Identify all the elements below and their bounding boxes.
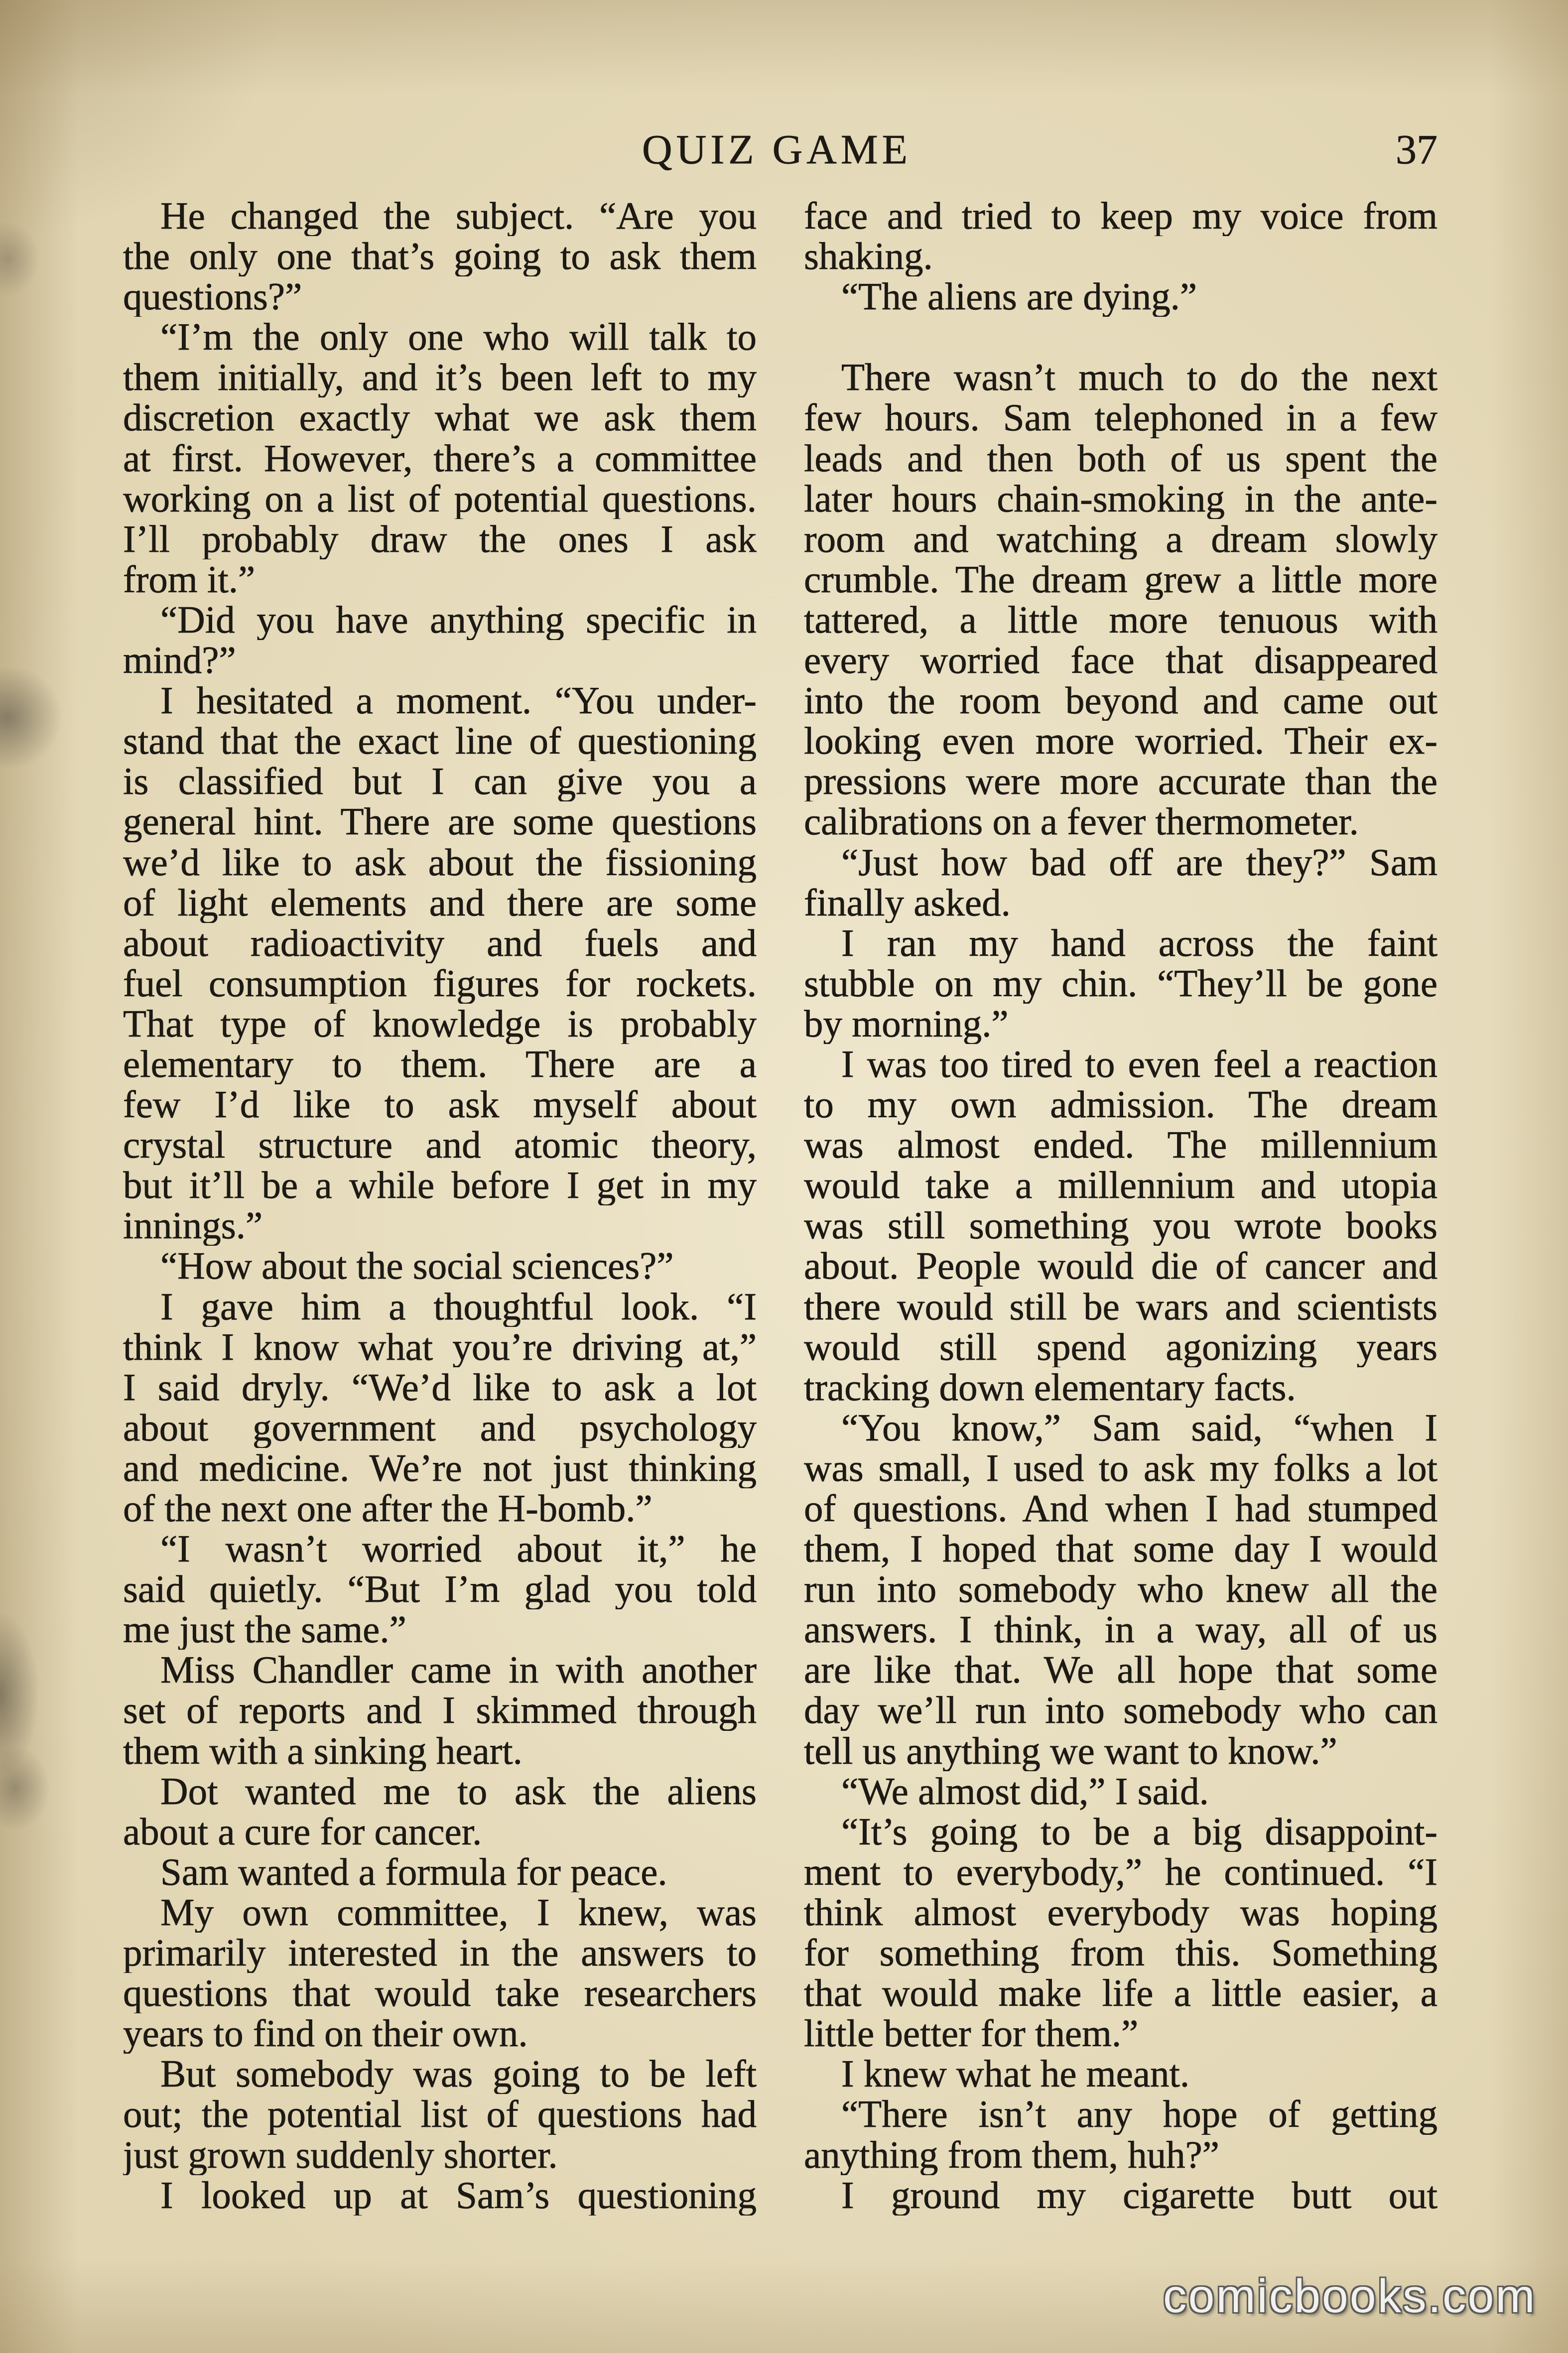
- text-line: of light elements and there are some: [123, 882, 757, 923]
- right-column: [804, 196, 1437, 2216]
- text-line: would still spend agonizing years: [804, 1326, 1437, 1367]
- text-line: I knew what he meant.: [841, 2054, 1190, 2094]
- text-line: primarily interested in the answers to: [123, 1933, 757, 1973]
- text-line: about a cure for cancer.: [123, 1811, 482, 1852]
- text-line: I hesitated a moment. “You under-: [160, 680, 757, 721]
- text-line: there would still be wars and scientists: [804, 1286, 1437, 1327]
- text-line: few I’d like to ask myself about: [123, 1084, 757, 1125]
- text-line: of questions. And when I had stumped: [804, 1488, 1437, 1529]
- text-line: questions?”: [123, 276, 302, 317]
- text-line: stubble on my chin. “They’ll be gone: [804, 963, 1437, 1004]
- text-line: I gave him a thoughtful look. “I: [160, 1286, 757, 1327]
- text-line: “I’m the only one who will talk to: [160, 317, 757, 358]
- text-line: but it’ll be a while before I get in my: [123, 1165, 757, 1206]
- text-line: anything from them, huh?”: [804, 2134, 1219, 2175]
- text-line: little better for them.”: [804, 2013, 1139, 2054]
- text-line: is classified but I can give you a: [123, 761, 757, 802]
- text-line: them, I hoped that some day I would: [804, 1529, 1437, 1569]
- text-line: “The aliens are dying.”: [841, 276, 1197, 317]
- text-line: fuel consumption figures for rockets.: [123, 963, 757, 1004]
- text-line: them initially, and it’s been left to my: [123, 357, 757, 398]
- text-line: working on a list of potential questions.: [123, 478, 757, 519]
- text-line: set of reports and I skimmed through: [123, 1690, 757, 1731]
- text-line: discretion exactly what we ask them: [123, 397, 757, 438]
- text-line: about radioactivity and fuels and: [123, 922, 757, 963]
- text-line: I ran my hand across the faint: [841, 922, 1437, 963]
- text-line: My own committee, I knew, was: [160, 1892, 757, 1933]
- text-line: Miss Chandler came in with another: [160, 1650, 757, 1691]
- text-line: ment to everybody,” he continued. “I: [804, 1851, 1437, 1892]
- text-line: He changed the subject. “Are you: [160, 196, 757, 237]
- text-line: There wasn’t much to do the next: [841, 357, 1437, 398]
- text-line: “I wasn’t worried about it,” he: [160, 1529, 757, 1569]
- scene-break: [804, 317, 1437, 357]
- watermark: comicbooks.com: [1163, 2270, 1537, 2323]
- text-line: into the room beyond and came out: [804, 680, 1437, 721]
- text-line: crumble. The dream grew a little more: [804, 559, 1437, 600]
- text-line: was still something you wrote books: [804, 1205, 1437, 1246]
- text-line: I was too tired to even feel a reaction: [841, 1044, 1437, 1085]
- text-line: leads and then both of us spent the: [804, 438, 1437, 479]
- text-line: are like that. We all hope that some: [804, 1650, 1437, 1691]
- text-line: answers. I think, in a way, all of us: [804, 1609, 1437, 1650]
- text-line: that would make life a little easier, a: [804, 1973, 1437, 2014]
- text-line: Dot wanted me to ask the aliens: [160, 1771, 757, 1812]
- running-head-title: QUIZ GAME: [642, 127, 912, 173]
- text-line: would take a millennium and utopia: [804, 1165, 1437, 1206]
- text-line: of the next one after the H-bomb.”: [123, 1488, 653, 1529]
- text-line: “We almost did,” I said.: [841, 1771, 1209, 1812]
- text-line: “It’s going to be a big disappoint-: [841, 1811, 1437, 1852]
- text-line: just grown suddenly shorter.: [123, 2134, 558, 2175]
- text-line: I ground my cigarette butt out: [841, 2175, 1437, 2216]
- text-line: I looked up at Sam’s questioning: [160, 2175, 757, 2216]
- text-line: “You know,” Sam said, “when I: [841, 1407, 1437, 1448]
- text-line: “Just how bad off are they?” Sam: [841, 842, 1437, 883]
- text-line: every worried face that disappeared: [804, 640, 1437, 681]
- text-line: about. People would die of cancer and: [804, 1246, 1437, 1287]
- text-line: face and tried to keep my voice from: [804, 196, 1437, 237]
- text-line: was almost ended. The millennium: [804, 1125, 1437, 1166]
- text-line: for something from this. Something: [804, 1933, 1437, 1973]
- text-line: innings.”: [123, 1205, 263, 1246]
- text-line: and medicine. We’re not just thinking: [123, 1447, 757, 1488]
- text-line: I’ll probably draw the ones I ask: [123, 519, 757, 559]
- text-line: crystal structure and atomic theory,: [123, 1125, 757, 1166]
- text-line: room and watching a dream slowly: [804, 519, 1437, 559]
- text-line: “There isn’t any hope of getting: [841, 2094, 1437, 2135]
- text-line: day we’ll run into somebody who can: [804, 1690, 1437, 1731]
- text-line: shaking.: [804, 236, 933, 277]
- text-line: was small, I used to ask my folks a lot: [804, 1447, 1437, 1488]
- text-line: later hours chain-smoking in the ante-: [804, 478, 1437, 519]
- text-line: finally asked.: [804, 882, 1011, 923]
- text-line: “Did you have anything specific in: [160, 599, 757, 641]
- text-line: years to find on their own.: [123, 2013, 528, 2054]
- text-line: “How about the social sciences?”: [160, 1246, 674, 1287]
- page-number: 37: [1396, 127, 1437, 173]
- text-line: I said dryly. “We’d like to ask a lot: [123, 1367, 757, 1408]
- text-line: at first. However, there’s a committee: [123, 438, 757, 479]
- text-line: think almost everybody was hoping: [804, 1892, 1437, 1933]
- text-line: me just the same.”: [123, 1609, 406, 1650]
- text-line: But somebody was going to be left: [160, 2054, 757, 2094]
- text-line: to my own admission. The dream: [804, 1084, 1437, 1125]
- text-line: run into somebody who knew all the: [804, 1569, 1437, 1610]
- text-line: the only one that’s going to ask them: [123, 236, 757, 277]
- text-line: looking even more worried. Their ex-: [804, 721, 1437, 762]
- text-line: stand that the exact line of questioning: [123, 721, 757, 762]
- text-line: questions that would take researchers: [123, 1973, 757, 2014]
- text-line: tracking down elementary facts.: [804, 1367, 1296, 1408]
- text-line: by morning.”: [804, 1003, 1009, 1044]
- text-line: them with a sinking heart.: [123, 1730, 523, 1771]
- text-line: about government and psychology: [123, 1407, 757, 1448]
- left-column: [123, 196, 757, 2216]
- text-line: think I know what you’re driving at,”: [123, 1326, 757, 1367]
- text-line: we’d like to ask about the fissioning: [123, 842, 757, 883]
- text-line: out; the potential list of questions had: [123, 2094, 757, 2135]
- text-line: elementary to them. There are a: [123, 1044, 757, 1085]
- text-line: general hint. There are some questions: [123, 801, 757, 842]
- text-line: said quietly. “But I’m glad you told: [123, 1569, 757, 1610]
- text-line: few hours. Sam telephoned in a few: [804, 397, 1437, 438]
- text-line: calibrations on a fever thermometer.: [804, 801, 1359, 842]
- text-line: That type of knowledge is probably: [123, 1003, 757, 1044]
- text-line: tell us anything we want to know.”: [804, 1730, 1337, 1771]
- text-line: pressions were more accurate than the: [804, 761, 1437, 802]
- text-line: Sam wanted a formula for peace.: [160, 1851, 667, 1892]
- text-line: tattered, a little more tenuous with: [804, 599, 1437, 641]
- text-line: from it.”: [123, 559, 256, 600]
- text-line: mind?”: [123, 640, 236, 681]
